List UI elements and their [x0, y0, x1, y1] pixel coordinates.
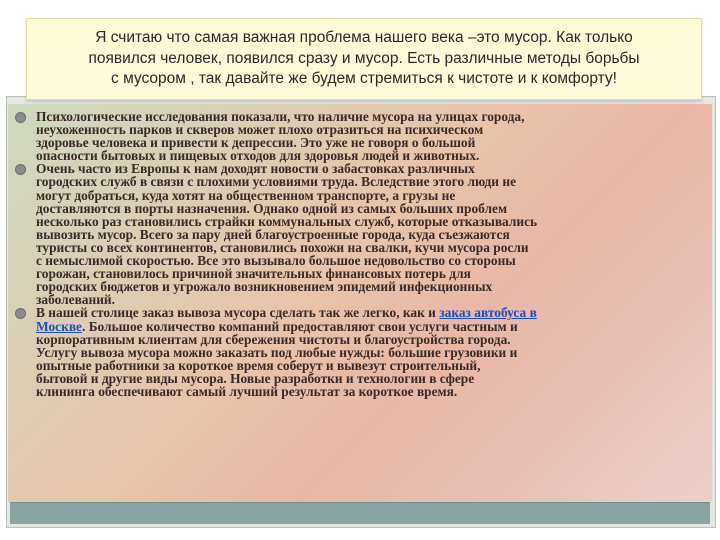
text-line: Услугу вывоза мусора можно заказать под любые нужды: большие грузовики и — [36, 344, 518, 360]
text-line: корпоративным клиентам для сбережения чистоты и благоустройства города. — [36, 331, 511, 347]
bus-order-link[interactable]: заказ автобуса в — [439, 305, 537, 321]
text-line: Очень часто из Европы к нам доходят новости о забастовках различных — [36, 161, 475, 177]
banner-text — [27, 28, 701, 90]
text-line: могут добраться, куда хотят на общественном транспорте, а грузы не — [36, 187, 456, 203]
text-fragment: . Большое количество компаний предоставляют свои услуги частным и — [82, 318, 518, 334]
banner-line: появился человек, появился сразу и мусор. Есть различные методы борьбы — [88, 49, 640, 67]
text-line: опасности бытовых и пищевых отходов для здоровья людей и животных. — [36, 148, 480, 164]
text-fragment: В нашей столице заказ вывоза мусора сделать так же легко, как и — [36, 305, 440, 321]
text-line: горожан, становилось причиной значительных финансовых потерь для — [36, 266, 471, 282]
text-line: вывозить мусор. Всего за пару дней благоустроенные города, куда съезжаются — [36, 226, 510, 242]
bullet-icon — [15, 164, 26, 175]
text-line: доставляются в порты назначения. Однако одной из самых больших проблем — [36, 200, 508, 216]
bullet-icon — [15, 112, 26, 123]
text-line: городских служб в связи с плохими условиями труда. Вследствие этого люди не — [36, 174, 517, 190]
text-line: здоровье человека и привести к депрессии. Это уже не говоря о большой — [36, 135, 476, 151]
bullet-list — [14, 110, 704, 398]
banner-line: Я считаю что самая важная проблема нашего века –это мусор. Как только — [95, 29, 633, 46]
text-line: неухоженность парков и скверов может плохо отразиться на психическом — [36, 122, 484, 138]
bottom-strip — [10, 502, 710, 524]
text-line: несколько раз становились страйки коммунальных служб, которые отказывались — [36, 213, 538, 229]
text-line: заболеваний. — [36, 292, 115, 308]
moscow-link[interactable]: Москве — [36, 318, 82, 334]
text-line: клининга обеспечивают самый лучший результат за короткое время. — [36, 383, 458, 399]
text-line — [36, 320, 704, 333]
text-line: опытные работники за короткое время соберут и вывезут строительный, — [36, 357, 481, 373]
bullet-item-moscow — [14, 306, 704, 398]
text-line: городских бюджетов и угрожало возникновением эпидемий инфекционных — [36, 279, 493, 295]
banner-line: с мусором , так давайте же будем стремиться к чистоте и к комфорту! — [111, 70, 617, 87]
text-line: туристы со всех континентов, становились похожи на свалки, кучи мусора росли — [36, 239, 529, 255]
bullet-item-psychology — [14, 110, 704, 162]
text-line: Психологические исследования показали, что наличие мусора на улицах города, — [36, 109, 525, 124]
title-banner — [26, 18, 702, 100]
bullet-icon — [15, 308, 26, 319]
text-line: с немыслимой скоростью. Все это вызывало большое недовольство со стороны — [36, 253, 516, 269]
bullet-item-europe — [14, 162, 704, 306]
text-line: бытовой и другие виды мусора. Новые разработки и технологии в сфере — [36, 370, 475, 386]
